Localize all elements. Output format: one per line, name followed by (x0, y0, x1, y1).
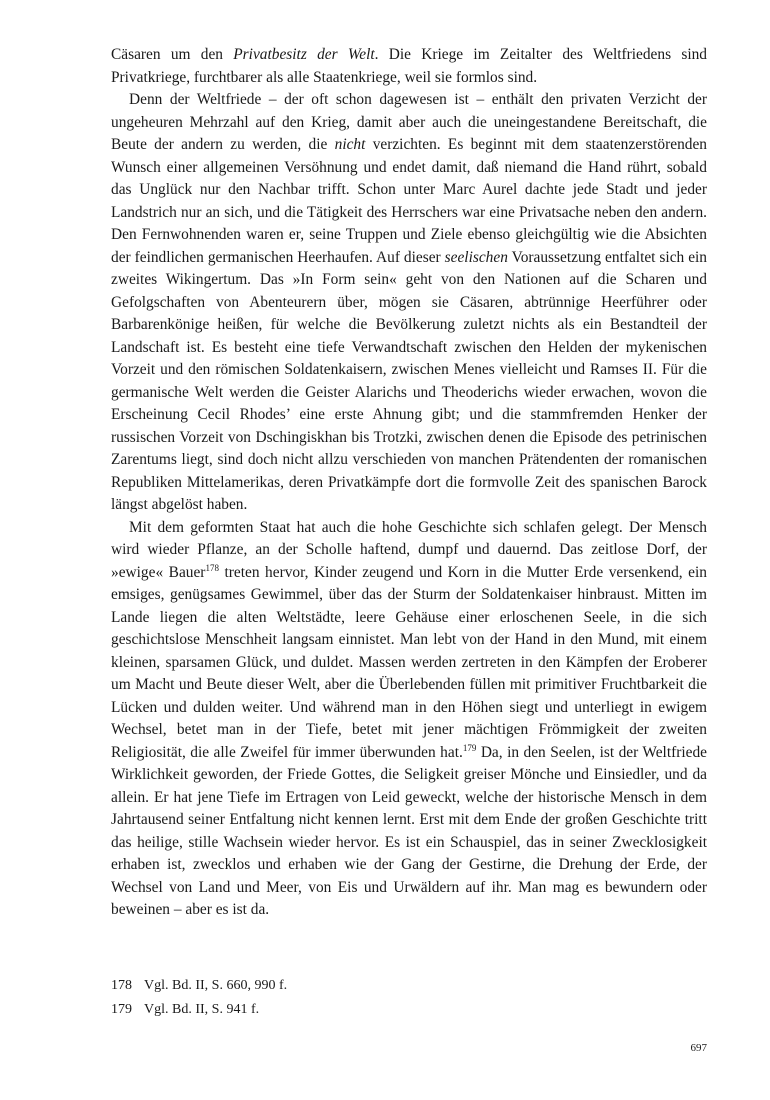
text-run: Voraussetzung entfaltet sich ein zweites Wikingertum. Das »In Form sein« geht von den Nationen auf die Scharen und Gefolgschaften von Abenteurern über, mögen sie Cäsaren, abtrünnige Heerführer oder Barbarenkönige heißen, für welche die Bevölkerung zuletzt nichts als ein Bestandteil der Landschaft ist. Es besteht eine tiefe Verwandtschaft zwischen den Helden der mykenischen Vorzeit und den römischen Soldatenkaisern, zwischen Menes vielleicht und Ramses II. Für die germanische Welt werden die Geister Alarichs und Theoderichs wieder erwachen, wovon die Erscheinung Cecil Rhodes’ eine erste Ahnung gibt; und die stammfremden Henker der russischen Vorzeit von Dschingiskhan bis Trotzki, zwischen denen die Episode des petrinischen Zarentums liegt, sind doch nicht allzu verschieden von manchen Prätendenten der romanischen Republiken Mittelamerikas, deren Privatkämpfe dort die formvolle Zeit des spanischen Barock längst abgelöst haben. (111, 248, 707, 513)
footnote (111, 998, 707, 1022)
text-run: . Die Kriege im Zeitalter des Weltfriedens sind Privatkriege, furchtbarer als alle Staatenkriege, weil sie formlos sind. (111, 46, 708, 86)
text-run: Denn der Weltfriede – der oft schon dagewesen ist – enthält den privaten Verzicht der ungeheuren Mehrzahl auf den Krieg, damit aber auch die uneingestandene Bereitschaft, die Beute der andern zu werden, die (111, 91, 707, 153)
footnotes (111, 974, 707, 1022)
page-number: 697 (690, 1042, 707, 1054)
footnote-ref: 178 (205, 562, 219, 573)
footnote-text: Vgl. Bd. II, S. 941 f. (144, 1002, 260, 1017)
emphasis-text: seelischen (444, 248, 508, 266)
text-run: Mit dem geformten Staat hat auch die hohe Geschichte sich schlafen gelegt. Der Mensch wird wieder Pflanze, an der Scholle haftend, dumpf und dauernd. Das zeitlose Dorf, der »ewige« Bauer (111, 518, 707, 581)
emphasis-text: Privatbesitz der Welt (233, 46, 375, 63)
text-run: treten hervor, Kinder zeugend und Korn in die Mutter Erde versenkend, ein emsiges, genügsames Gewimmel, über das der Sturm der Soldatenkaiser hinbraust. Mitten im Lande liegen die alten Weltstädte, leere Gehäuse einer erloschenen Seele, in die sich geschichtslose Menschheit langsam einnistet. Man lebt von der Hand in den Mund, mit einem kleinen, sparsamen Glück, und duldet. Massen werden zertreten in den Kämpfen der Eroberer um Macht und Beute dieser Welt, aber die Überlebenden füllen mit primitiver Fruchtbarkeit die Lücken und dulden weiter. Und während man in den Höhen siegt und unterliegt in ewigem Wechsel, betet man in der Tiefe, betet mit jener mächtigen Frömmigkeit der zweiten Religiosität, die alle Zweifel für immer überwunden hat. (111, 563, 707, 761)
text-run: Da, in den Seelen, ist der Weltfriede Wirklichkeit geworden, der Friede Gottes, die Seligkeit greiser Mönche und Einsiedler, und da allein. Er hat jene Tiefe im Ertragen von Leid geweckt, welche der historische Mensch in dem Jahrtausend seiner Entfaltung nicht kennen lernt. Erst mit dem Ende der großen Geschichte tritt das heilige, stille Wachsein wieder hervor. Es ist ein Schauspiel, das in seiner Zwecklosigkeit erhaben ist, zwecklos und erhaben wie der Gang der Gestirne, die Drehung der Erde, der Wechsel von Land und Meer, von Eis und Urwäldern auf ihr. Man mag es bewundern oder beweinen – aber es ist da. (111, 743, 707, 918)
footnote-text: Vgl. Bd. II, S. 660, 990 f. (144, 978, 288, 993)
emphasis-text: nicht (334, 136, 366, 153)
body-text (111, 44, 707, 922)
paragraph (111, 89, 707, 517)
footnote-ref: 179 (462, 742, 477, 753)
text-run: Cäsaren um den (111, 46, 234, 63)
paragraph (111, 44, 707, 89)
footnote-number: 178 (111, 978, 132, 993)
footnote-number: 179 (111, 1002, 132, 1017)
footnote (111, 974, 707, 998)
paragraph (111, 517, 707, 922)
text-run: verzichten. Es beginnt mit dem staatenzerstörenden Wunsch einer allgemeinen Versöhnung und endet damit, daß niemand die Hand rührt, sobald das Unglück nur den Nachbar trifft. Schon unter Marc Aurel dachte jede Stadt und jeder Landstrich nur an sich, und die Tätigkeit des Herrschers war eine Privatsache neben den andern. Den Fernwohnenden waren er, seine Truppen und Ziele ebenso gleichgültig wie die Absichten der feindlichen germanischen Heerhaufen. Auf dieser (111, 136, 707, 266)
